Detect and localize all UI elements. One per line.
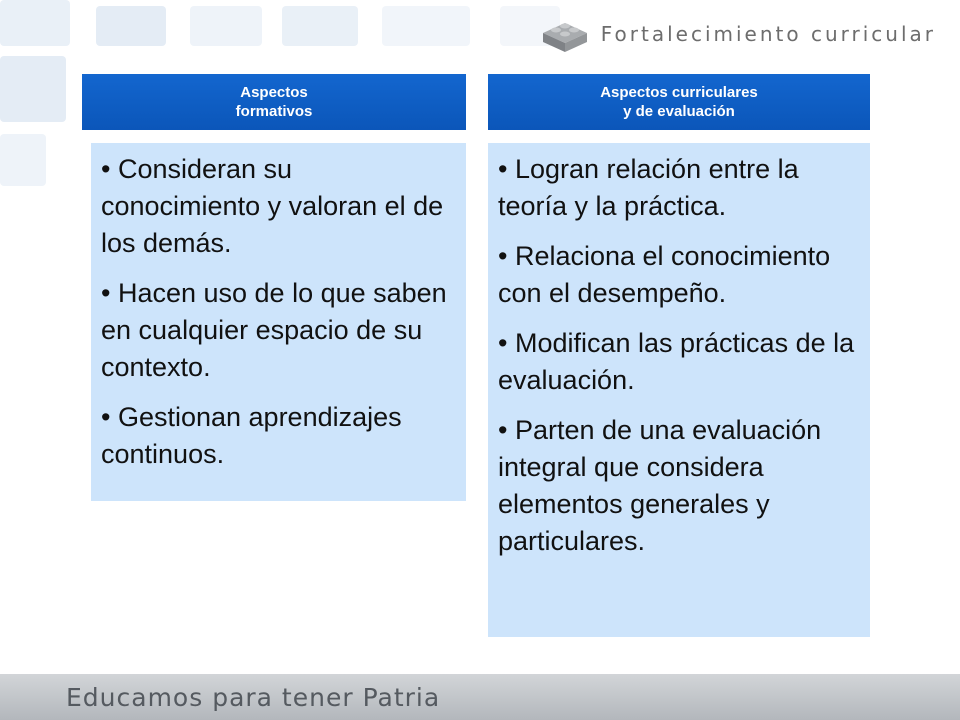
background-tile (0, 0, 70, 46)
background-tile (0, 56, 66, 122)
background-tile (96, 6, 166, 46)
bullet-item: • Hacen uso de lo que saben en cualquier espacio de su contexto. (101, 278, 447, 382)
background-tile (282, 6, 358, 46)
heading-line-1: Aspectos curriculares (600, 84, 758, 101)
bullet-item: • Logran relación entre la teoría y la práctica. (498, 154, 799, 221)
formative-aspects-box (91, 143, 466, 501)
column-heading-curricular (488, 74, 870, 130)
bullet-item: • Gestionan aprendizajes continuos. (101, 402, 402, 469)
footer-slogan: Educamos para tener Patria (66, 682, 441, 712)
heading-line-2: y de evaluación (623, 103, 735, 120)
bullet-item: • Modifican las prácticas de la evaluación. (498, 328, 855, 395)
brand-header (539, 14, 936, 54)
background-tile (190, 6, 262, 46)
bullet-item: • Relaciona el conocimiento con el desempeño. (498, 241, 831, 308)
lego-brick-icon (539, 15, 591, 53)
heading-line-2: formativos (235, 103, 313, 120)
footer-bar (0, 674, 960, 720)
brand-title: Fortalecimiento curricular (600, 22, 936, 46)
curricular-aspects-box (488, 143, 870, 637)
bullet-item: • Parten de una evaluación integral que considera elementos generales y particulares. (498, 415, 822, 556)
background-tile (0, 134, 46, 186)
column-heading-formative (82, 74, 466, 130)
background-tile (382, 6, 470, 46)
heading-line-1: Aspectos (240, 84, 308, 101)
bullet-item: • Consideran su conocimiento y valoran el de los demás. (101, 154, 444, 258)
